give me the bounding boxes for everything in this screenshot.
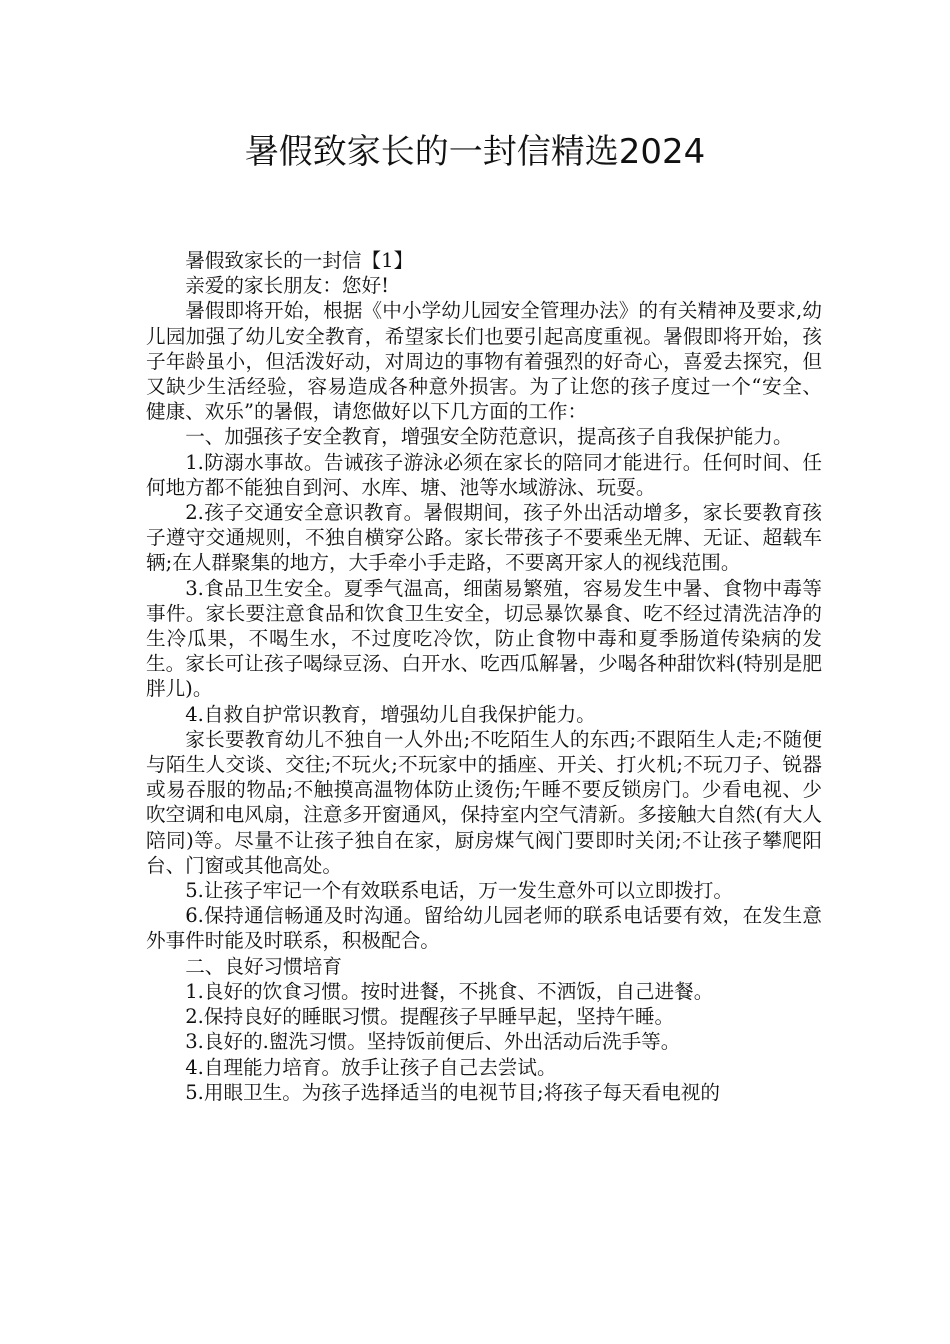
salutation: 亲爱的家长朋友：您好!: [185, 274, 389, 298]
paragraph: 2.保持良好的睡眠习惯。提醒孩子早睡早起，坚持午睡。: [185, 1005, 675, 1029]
paragraph: 家长要教育幼儿不独自一人外出;不吃陌生人的东西;不跟陌生人走;不随便与陌生人交谈、交往;不玩火;不玩家中的插座、开关、打火机;不玩刀子、锐器或易吞服的物品;不触摸高温物体防止烫伤;午睡不要反锁房门。少看电视、少吹空调和电风扇，注意多开窗通风，保持室内空气清新。多接触大自然(有大人陪同)等。尽量不让孩子独自在家，厨房煤气阀门要即时关闭;不让孩子攀爬阳台、门窗或其他高处。: [146, 727, 822, 877]
paragraph: 2.孩子交通安全意识教育。暑假期间，孩子外出活动增多，家长要教育孩子遵守交通规则，不独自横穿公路。家长带孩子不要乘坐无牌、无证、超载车辆;在人群聚集的地方，大手牵小手走路，不要离开家人的视线范围。: [146, 501, 822, 575]
paragraph: 5.让孩子牢记一个有效联系电话，万一发生意外可以立即拨打。: [185, 879, 733, 903]
paragraph: 4.自理能力培育。放手让孩子自己去尝试。: [185, 1055, 557, 1079]
paragraph: 一、加强孩子安全教育，增强安全防范意识，提高孩子自我保护能力。: [185, 425, 793, 449]
paragraph: 暑假即将开始，根据《中小学幼儿园安全管理办法》的有关精神及要求,幼儿园加强了幼儿安全教育，希望家长们也要引起高度重视。暑假即将开始，孩子年龄虽小，但活泼好动，对周边的事物有着强烈的好奇心，喜爱去探究，但又缺少生活经验，容易造成各种意外损害。为了让您的孩子度过一个“安全、健康、欢乐”的暑假，请您做好以下几方面的工作：: [146, 299, 822, 424]
paragraph: 3.食品卫生安全。夏季气温高，细菌易繁殖，容易发生中暑、食物中毒等事件。家长要注意食品和饮食卫生安全，切忌暴饮暴食、吃不经过清洗洁净的生冷瓜果，不喝生水，不过度吃冷饮，防止食物中毒和夏季肠道传染病的发生。家长可让孩子喝绿豆汤、白开水、吃西瓜解暑，少喝各种甜饮料(特别是肥胖儿)。: [146, 576, 822, 701]
paragraph: 4.自救自护常识教育，增强幼儿自我保护能力。: [185, 702, 596, 726]
paragraph: 1.防溺水事故。告诫孩子游泳必须在家长的陪同才能进行。任何时间、任何地方都不能独自到河、水库、塘、池等水域游泳、玩耍。: [146, 450, 822, 499]
document-body: [146, 248, 822, 1105]
document-title: 暑假致家长的一封信精选2024: [244, 132, 706, 172]
paragraph: 6.保持通信畅通及时沟通。留给幼儿园老师的联系电话要有效，在发生意外事件时能及时联系，积极配合。: [146, 904, 822, 953]
paragraph: 5.用眼卫生。为孩子选择适当的电视节目;将孩子每天看电视的: [185, 1080, 720, 1104]
paragraph: 二、良好习惯培育: [185, 954, 342, 978]
section-heading: 暑假致家长的一封信【1】: [185, 249, 414, 272]
paragraph: 1.良好的饮食习惯。按时进餐，不挑食、不洒饭，自己进餐。: [185, 979, 714, 1003]
paragraph: 3.良好的.盥洗习惯。坚持饭前便后、外出活动后洗手等。: [185, 1030, 681, 1054]
